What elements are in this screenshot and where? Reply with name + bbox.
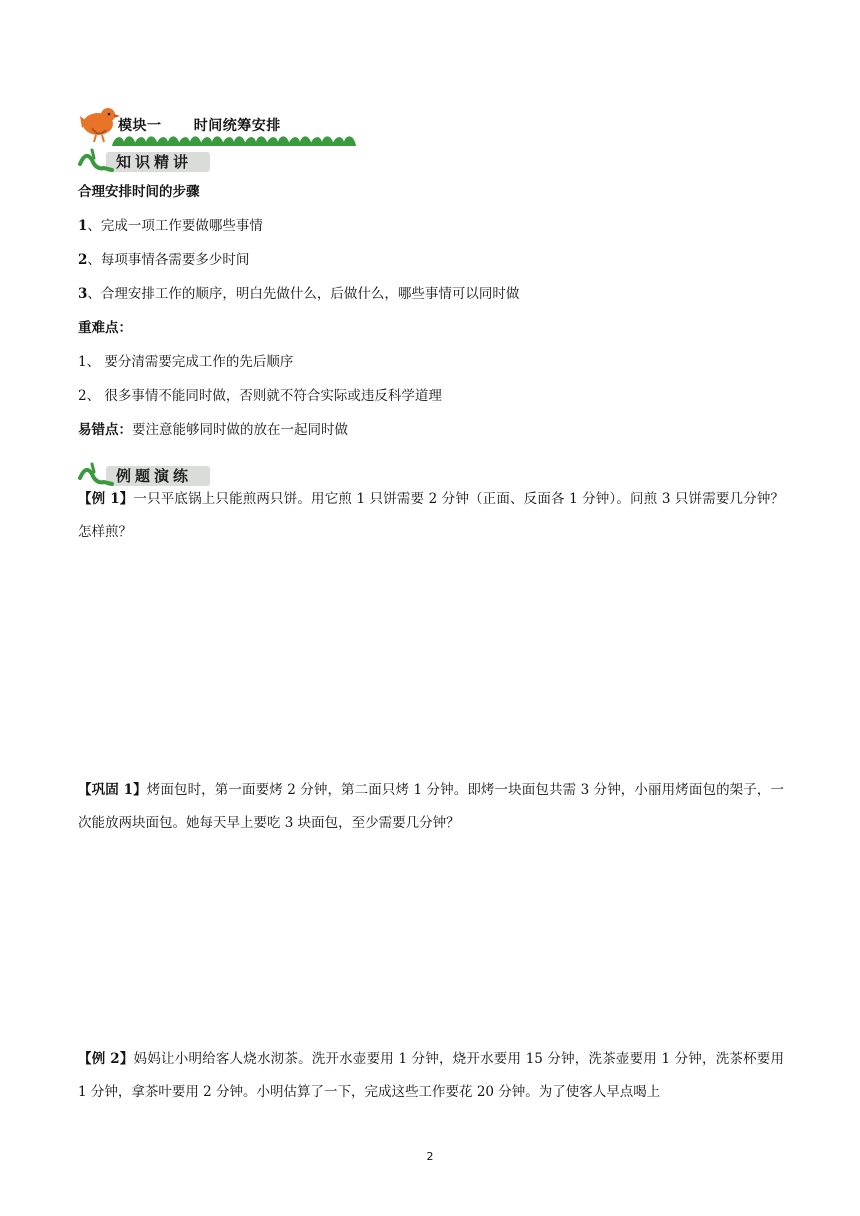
- problem-consolidate-1: [78, 774, 784, 840]
- step-text: 、完成一项工作要做哪些事情: [87, 218, 263, 234]
- key-points-heading: 重难点：: [78, 320, 132, 336]
- step-item: [78, 214, 263, 234]
- problem-tag: 【巩固 1】: [78, 782, 147, 798]
- step-number: 3: [78, 286, 88, 302]
- problem-text: 妈妈让小明给客人烧水沏茶。洗开水壶要用 1 分钟，烧开水要用 15 分钟，洗茶壶要用 1 分钟，洗茶杯要用 1 分钟，拿茶叶要用 2 分钟。小明估算了一下，完成这些工作要花 20 分钟。为了使客人早点喝上: [78, 1051, 785, 1100]
- error-prone-line: [78, 418, 348, 438]
- bird-icon: [80, 108, 120, 142]
- error-prone-label: 易错点：: [78, 422, 132, 438]
- problem-text: 一只平底锅上只能煎两只饼。用它煎 1 只饼需要 2 分钟（正面、反面各 1 分钟）。问煎 3 只饼需要几分钟？怎样煎？: [78, 491, 785, 540]
- section-title: 知识精讲: [116, 153, 193, 171]
- step-number: 2: [78, 252, 88, 268]
- step-item: [78, 282, 519, 302]
- step-number: 1: [78, 218, 88, 234]
- problem-tag: 【例 2】: [78, 1051, 134, 1067]
- module-header: [78, 104, 368, 146]
- steps-heading: 合理安排时间的步骤: [78, 184, 200, 200]
- error-prone-text: 要注意能够同时做的放在一起同时做: [132, 422, 348, 438]
- step-text: 、每项事情各需要多少时间: [87, 252, 250, 268]
- key-point-item: 2、 很多事情不能同时做，否则就不符合实际或违反科学道理: [78, 388, 442, 404]
- module-title: 模块一 时间统筹安排: [118, 118, 281, 134]
- step-text: 、合理安排工作的顺序，明白先做什么，后做什么，哪些事情可以同时做: [87, 286, 520, 302]
- section-banner-knowledge: [78, 148, 214, 174]
- step-item: [78, 248, 249, 268]
- problem-text: 烤面包时，第一面要烤 2 分钟，第二面只烤 1 分钟。即烤一块面包共需 3 分钟，小丽用烤面包的架子，一次能放两块面包。她每天早上要吃 3 块面包，至少需要几分钟？: [78, 782, 784, 831]
- section-title: 例题演练: [116, 467, 193, 485]
- key-point-item: 1、 要分清需要完成工作的先后顺序: [78, 354, 294, 370]
- problem-example-2: [78, 1043, 784, 1109]
- page-number: 2: [426, 1150, 434, 1163]
- problem-tag: 【例 1】: [78, 491, 134, 507]
- problem-example-1: [78, 483, 784, 549]
- grass-decoration: [112, 136, 356, 146]
